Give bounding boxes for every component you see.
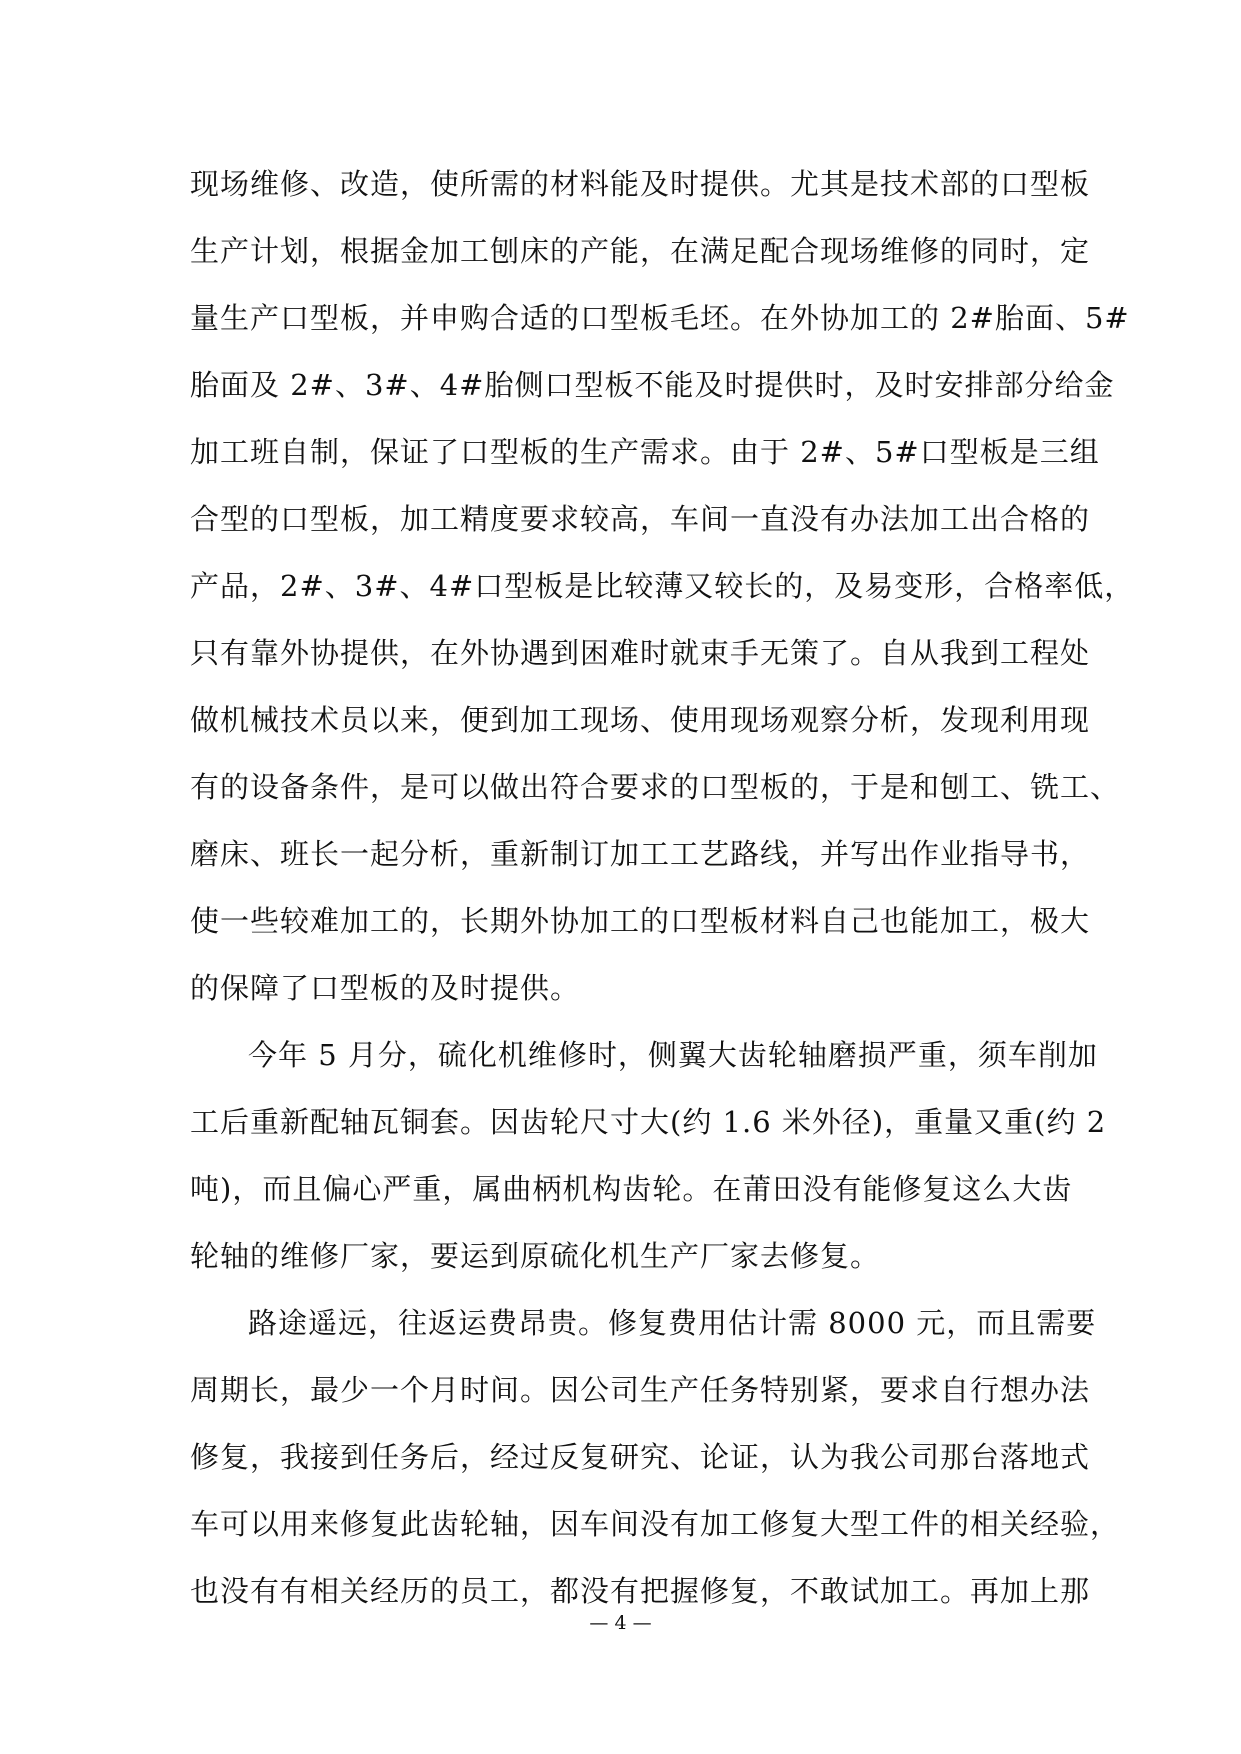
text-line: 合型的口型板，加工精度要求较高，车间一直没有办法加工出合格的: [190, 502, 1091, 536]
text-line: 现场维修、改造，使所需的材料能及时提供。尤其是技术部的口型板: [190, 167, 1091, 201]
text-line: 也没有有相关经历的员工，都没有把握修复，不敢试加工。再加上那: [190, 1574, 1091, 1608]
text-line: 吨)，而且偏心严重，属曲柄机构齿轮。在莆田没有能修复这么大齿: [190, 1172, 1073, 1206]
text-line: 胎面及 2#、3#、4#胎侧口型板不能及时提供时，及时安排部分给金: [190, 368, 1115, 402]
text-line: 修复，我接到任务后，经过反复研究、论证，认为我公司那台落地式: [190, 1440, 1091, 1474]
text-line: 加工班自制，保证了口型板的生产需求。由于 2#、5#口型板是三组: [190, 435, 1100, 469]
text-line: 使一些较难加工的，长期外协加工的口型板材料自己也能加工，极大: [190, 904, 1091, 938]
text-line: 车可以用来修复此齿轮轴，因车间没有加工修复大型工件的相关经验，: [190, 1507, 1121, 1541]
text-line: 量生产口型板，并申购合适的口型板毛坯。在外协加工的 2#胎面、5#: [190, 301, 1130, 335]
paragraph-first-line: 路途遥远，往返运费昂贵。修复费用估计需 8000 元，而且需要: [248, 1306, 1097, 1340]
text-line: 只有靠外协提供，在外协遇到困难时就束手无策了。自从我到工程处: [190, 636, 1091, 670]
text-line: 生产计划，根据金加工刨床的产能，在满足配合现场维修的同时，定: [190, 234, 1091, 268]
page-number: — 4 —: [589, 1612, 652, 1634]
text-line: 有的设备条件，是可以做出符合要求的口型板的，于是和刨工、铣工、: [190, 770, 1121, 804]
paragraph-last-line: 轮轴的维修厂家，要运到原硫化机生产厂家去修复。: [190, 1239, 881, 1273]
paragraph-first-line: 今年 5 月分，硫化机维修时，侧翼大齿轮轴磨损严重，须车削加: [248, 1038, 1098, 1072]
text-line: 周期长，最少一个月时间。因公司生产任务特别紧，要求自行想办法: [190, 1373, 1091, 1407]
text-line: 工后重新配轴瓦铜套。因齿轮尺寸大(约 1.6 米外径)，重量又重(约 2: [190, 1105, 1107, 1139]
document-body: [190, 158, 1135, 1632]
paragraph-last-line: 的保障了口型板的及时提供。: [190, 971, 581, 1005]
text-line: 做机械技术员以来，便到加工现场、使用现场观察分析，发现利用现: [190, 703, 1091, 737]
text-line: 产品，2#、3#、4#口型板是比较薄又较长的，及易变形，合格率低，: [190, 569, 1135, 603]
text-line: 磨床、班长一起分析，重新制订加工工艺路线，并写出作业指导书，: [190, 837, 1091, 871]
